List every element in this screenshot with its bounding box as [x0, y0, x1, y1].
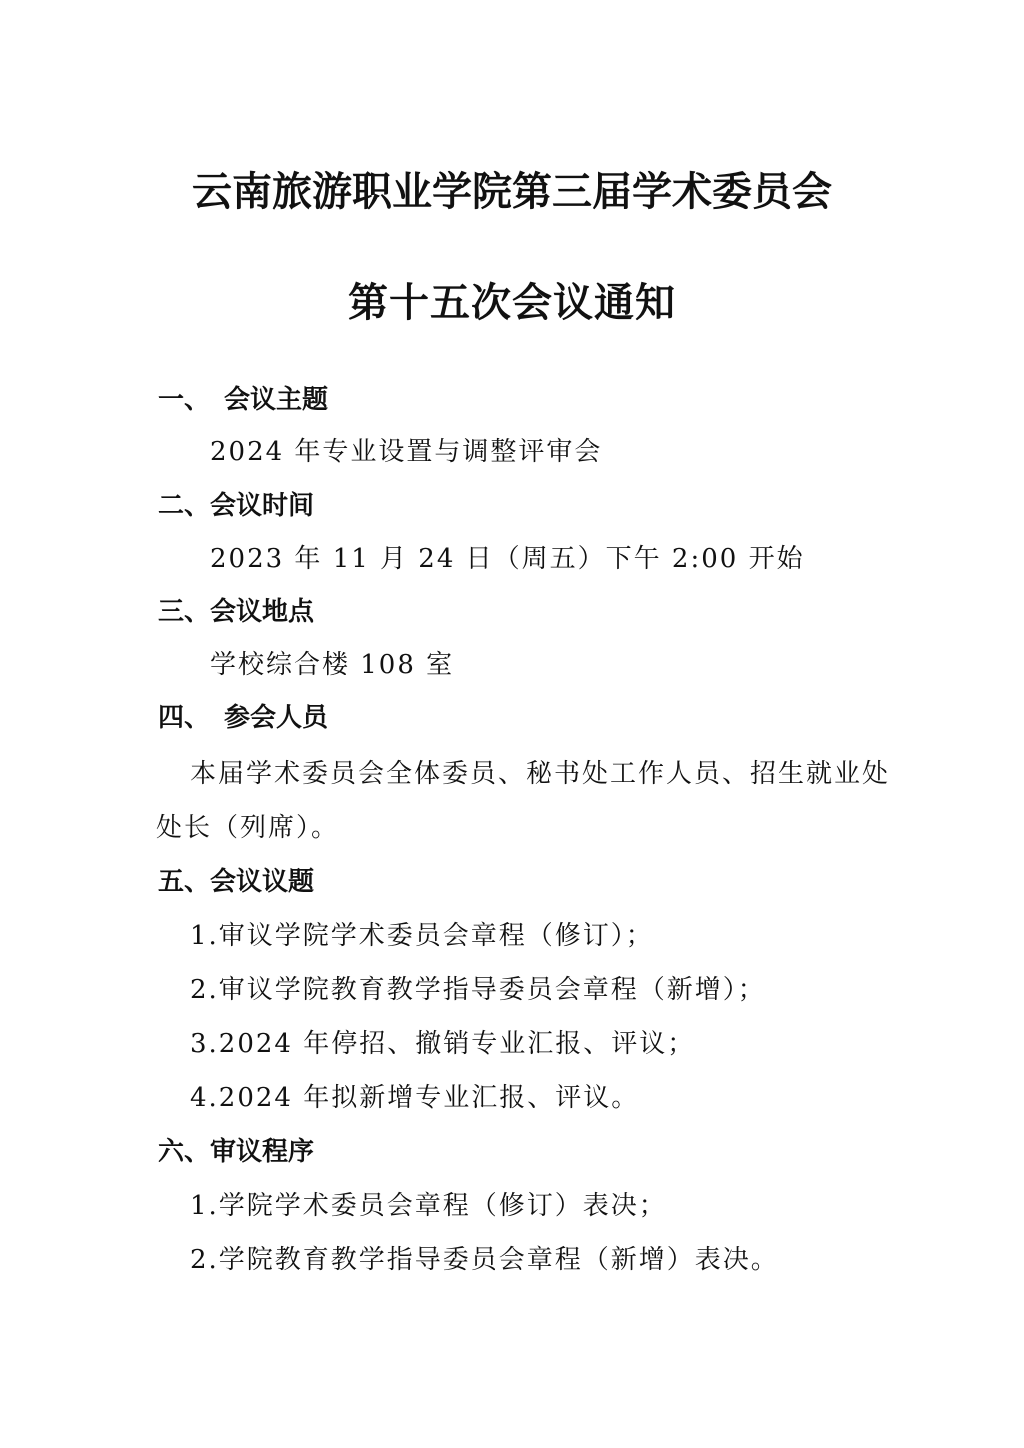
section-2-heading	[158, 490, 314, 522]
section-3-heading	[158, 596, 314, 628]
section-4-line-2: 处长（列席）。	[156, 813, 340, 843]
section-1-number: 一、	[158, 385, 211, 415]
section-2-line-1: 2023 年 11 月 24 日（周五）下午 2:00 开始	[210, 544, 805, 574]
section-1-line-1: 2024 年专业设置与调整评审会	[210, 437, 603, 467]
section-3-line-1: 学校综合楼 108 室	[210, 650, 455, 680]
section-6-line-2: 2.学院教育教学指导委员会章程（新增）表决。	[190, 1245, 779, 1275]
section-6-title: 审议程序	[210, 1137, 315, 1167]
section-2-number: 二、	[158, 491, 211, 521]
section-1-heading	[158, 384, 328, 416]
section-4-title: 参会人员	[224, 703, 329, 733]
section-5-number: 五、	[158, 867, 211, 897]
section-3-title: 会议地点	[210, 597, 315, 627]
section-6-number: 六、	[158, 1137, 211, 1167]
section-5-line-3: 3.2024 年停招、撤销专业汇报、评议；	[190, 1029, 696, 1059]
section-5-line-1: 1.审议学院学术委员会章程（修订）；	[190, 921, 654, 951]
section-2-title: 会议时间	[210, 491, 315, 521]
document-title-line-2: 第十五次会议通知	[348, 279, 676, 326]
section-1-title: 会议主题	[224, 385, 329, 415]
section-5-line-2: 2.审议学院教育教学指导委员会章程（新增）；	[190, 975, 766, 1005]
section-4-line-1: 本届学术委员会全体委员、秘书处工作人员、招生就业处	[190, 759, 891, 789]
section-3-number: 三、	[158, 597, 211, 627]
document-title-line-1: 云南旅游职业学院第三届学术委员会	[192, 168, 832, 215]
section-5-line-4: 4.2024 年拟新增专业汇报、评议。	[190, 1083, 640, 1113]
section-5-heading	[158, 866, 314, 898]
section-4-heading	[158, 702, 328, 734]
section-5-title: 会议议题	[210, 867, 315, 897]
section-6-heading	[158, 1136, 314, 1168]
section-4-number: 四、	[158, 703, 211, 733]
section-6-line-1: 1.学院学术委员会章程（修订）表决；	[190, 1191, 667, 1221]
